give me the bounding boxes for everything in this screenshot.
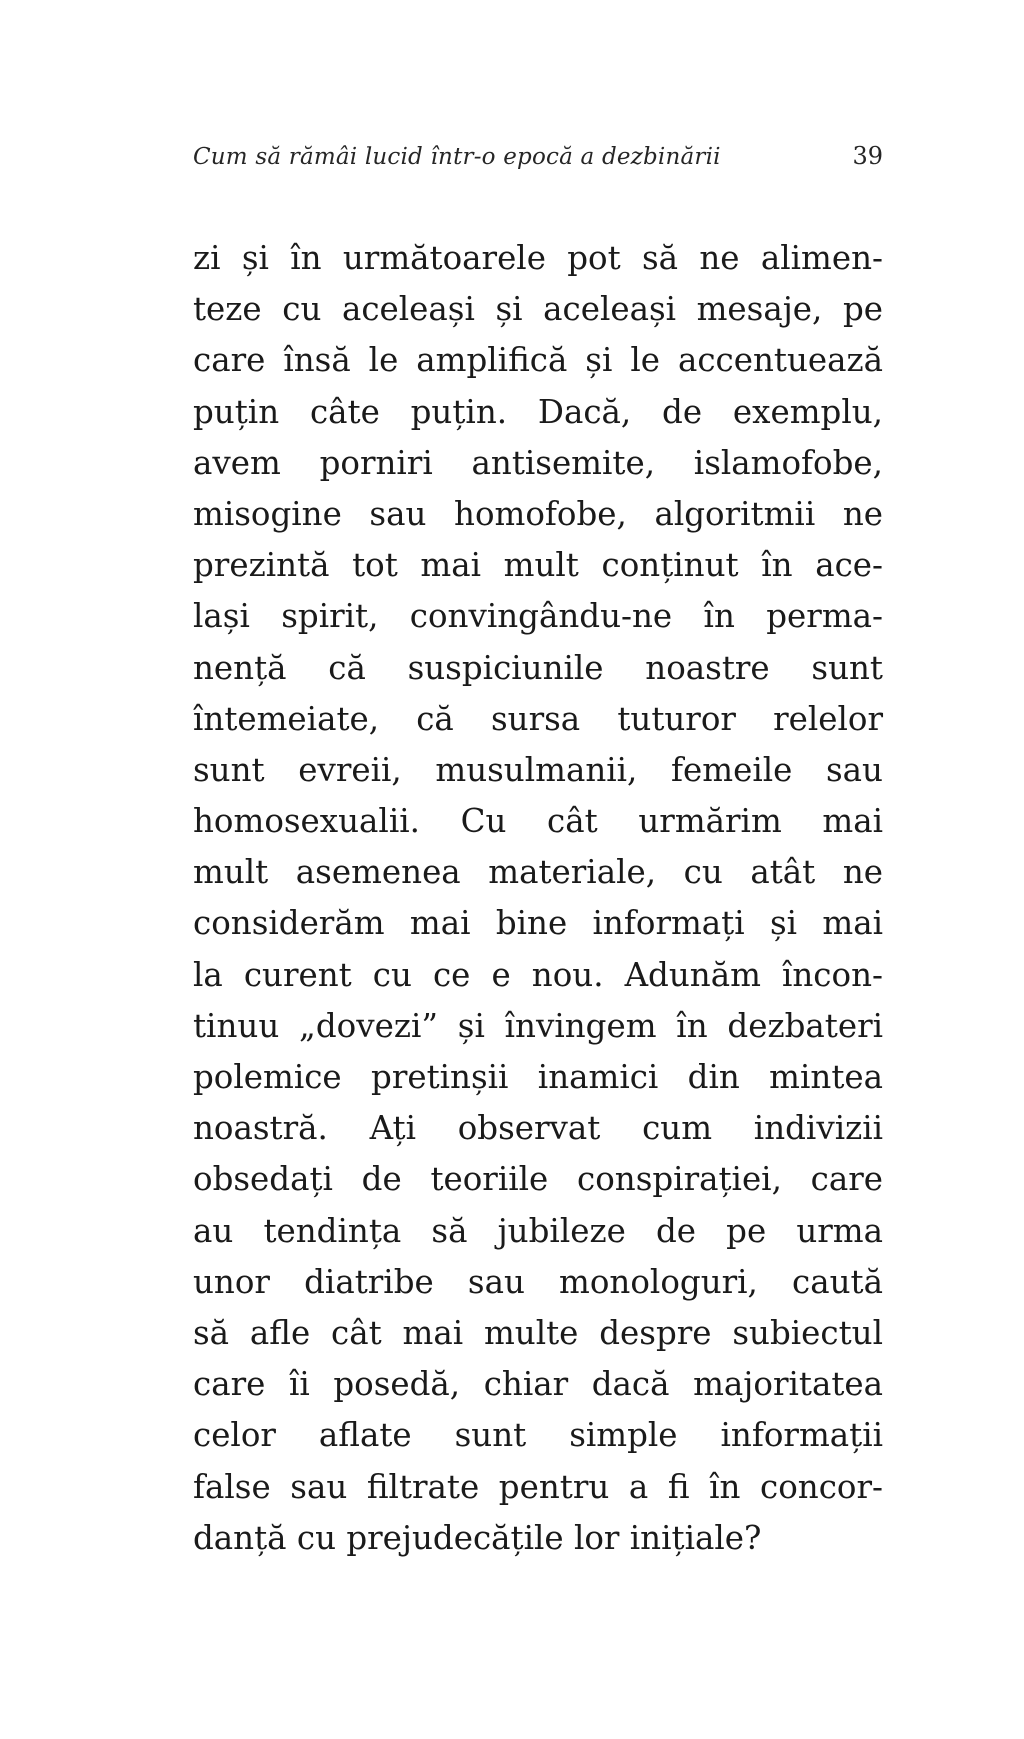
- text-line: unor diatribe sau monologuri, caută: [193, 1262, 883, 1301]
- text-line: homosexualii. Cu cât urmărim mai: [193, 802, 883, 841]
- text-line: zi și în următoarele pot să ne alimen-: [193, 239, 883, 277]
- running-title: Cum să rămâi lucid într-o epocă a dezbinării: [193, 144, 721, 170]
- text-line: la curent cu ce e nou. Adunăm încon-: [193, 955, 883, 994]
- text-line: nență că suspiciunile noastre sunt: [193, 648, 883, 687]
- text-line: lași spirit, convingându-ne în perma-: [193, 597, 883, 636]
- text-line: care însă le amplifică și le accentuează: [193, 341, 883, 380]
- text-line: prezintă tot mai mult conținut în ace-: [193, 546, 883, 585]
- text-line: danță cu prejudecățile lor inițiale?: [193, 1518, 762, 1557]
- text-line: să afle cât mai multe despre subiectul: [193, 1313, 883, 1352]
- text-line: misogine sau homofobe, algoritmii ne: [193, 494, 883, 533]
- text-line: false sau filtrate pentru a fi în concor-: [193, 1467, 883, 1506]
- text-line: teze cu aceleași și aceleași mesaje, pe: [193, 290, 883, 329]
- text-line: mult asemenea materiale, cu atât ne: [193, 853, 883, 892]
- text-line: care îi posedă, chiar dacă majoritatea: [193, 1365, 883, 1404]
- text-line: polemice pretinșii inamici din mintea: [193, 1058, 883, 1096]
- text-line: obsedați de teoriile conspirației, care: [193, 1160, 883, 1199]
- text-line: au tendința să jubileze de pe urma: [193, 1211, 883, 1250]
- body-paragraph: [193, 233, 883, 1564]
- text-line: puțin câte puțin. Dacă, de exemplu,: [193, 392, 883, 431]
- text-line: celor aflate sunt simple informații: [193, 1416, 883, 1455]
- text-line: tinuu „dovezi” și învingem în dezbateri: [193, 1006, 883, 1045]
- text-line: considerăm mai bine informați și mai: [193, 904, 883, 943]
- text-line: sunt evreii, musulmanii, femeile sau: [193, 750, 883, 789]
- text-line: întemeiate, că sursa tuturor relelor: [193, 699, 883, 738]
- text-line: avem porniri antisemite, islamofobe,: [193, 443, 883, 482]
- page-number: 39: [852, 142, 883, 170]
- text-line: noastră. Ați observat cum indivizii: [193, 1109, 883, 1148]
- page-header: [193, 142, 883, 182]
